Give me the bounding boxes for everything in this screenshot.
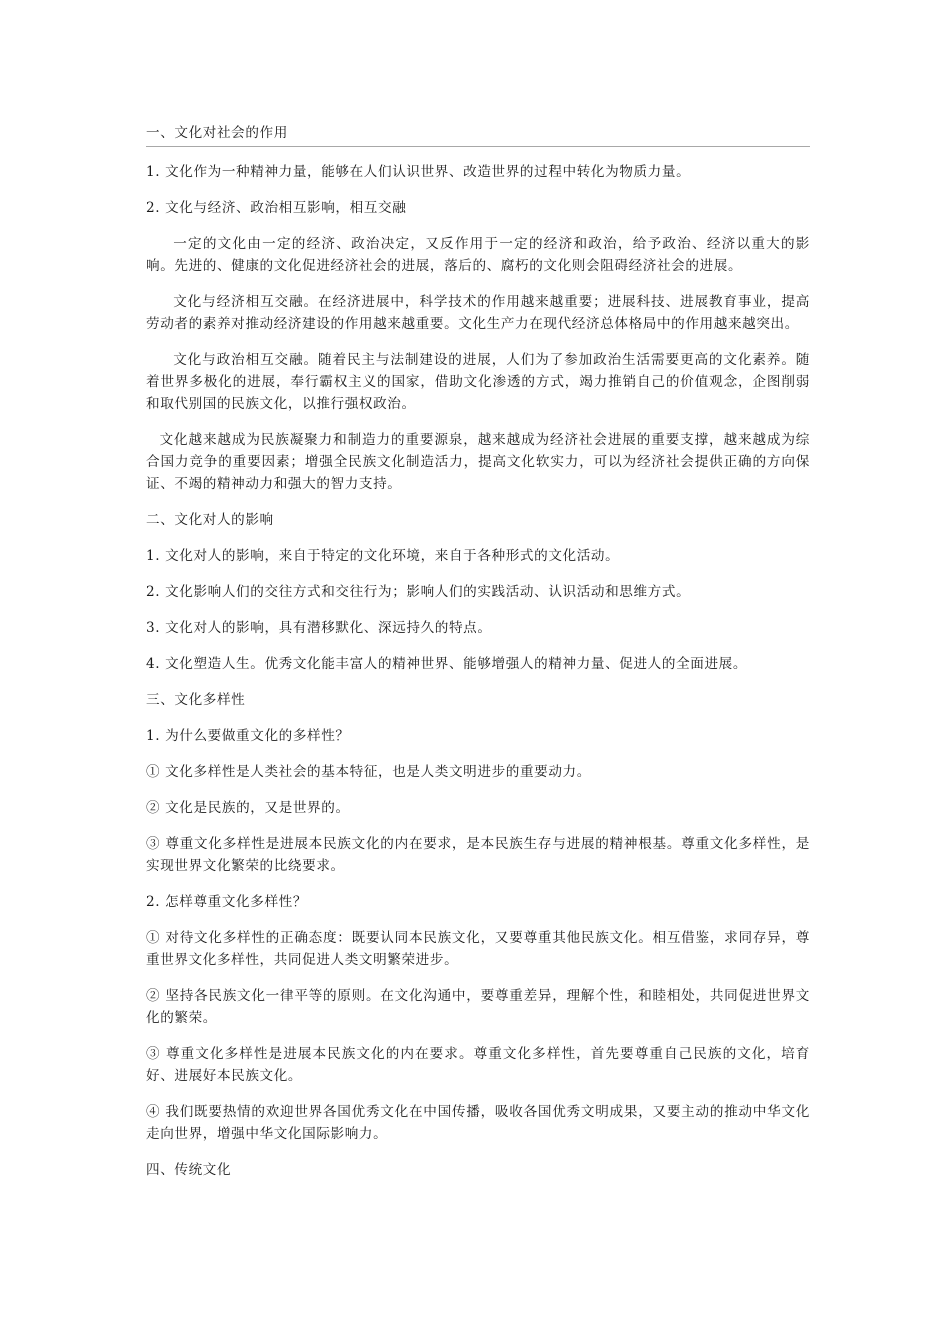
list-item: ④ 我们既要热情的欢迎世界各国优秀文化在中国传播，吸收各国优秀文明成果，又要主动的推动中华文化走向世界，增强中华文化国际影响力。	[146, 1104, 810, 1142]
question: 1. 为什么要做重文化的多样性？	[146, 728, 350, 744]
section-2-heading: 二、文化对人的影响	[146, 512, 274, 528]
heading-rule	[146, 146, 810, 147]
paragraph: 一定的文化由一定的经济、政治决定，又反作用于一定的经济和政治，给予政治、经济以重大的影响。先进的、健康的文化促进经济社会的进展，落后的、腐朽的文化则会阻碍经济社会的进展。	[146, 236, 810, 274]
paragraph: 文化越来越成为民族凝聚力和制造力的重要源泉，越来越成为经济社会进展的重要支撑，越来越成为综合国力竞争的重要因素；增强全民族文化制造活力，提高文化软实力，可以为经济社会提供正确的方向保证、不竭的精神动力和强大的智力支持。	[146, 432, 810, 492]
paragraph: 1. 文化对人的影响，来自于特定的文化环境，来自于各种形式的文化活动。	[146, 548, 620, 564]
document-page	[146, 122, 810, 1181]
list-item: ② 坚持各民族文化一律平等的原则。在文化沟通中，要尊重差异，理解个性，和睦相处，共同促进世界文化的繁荣。	[146, 988, 810, 1026]
section-3-heading: 三、文化多样性	[146, 692, 246, 708]
paragraph: 2. 文化与经济、政治相互影响，相互交融	[146, 200, 407, 216]
list-item: ③ 尊重文化多样性是进展本民族文化的内在要求。尊重文化多样性，首先要尊重自己民族的文化，培育好、进展好本民族文化。	[146, 1046, 810, 1084]
paragraph: 2. 文化影响人们的交往方式和交往行为；影响人们的实践活动、认识活动和思维方式。	[146, 584, 691, 600]
paragraph: 文化与政治相互交融。随着民主与法制建设的进展，人们为了参加政治生活需要更高的文化素养。随着世界多极化的进展，奉行霸权主义的国家，借助文化渗透的方式，竭力推销自己的价值观念，企图削弱和取代别国的民族文化，以推行强权政治。	[146, 352, 810, 412]
section-4-heading: 四、传统文化	[146, 1162, 232, 1178]
list-item: ① 文化多样性是人类社会的基本特征，也是人类文明进步的重要动力。	[146, 764, 591, 780]
list-item: ② 文化是民族的，又是世界的。	[146, 800, 350, 816]
paragraph: 4. 文化塑造人生。优秀文化能丰富人的精神世界、能够增强人的精神力量、促进人的全面进展。	[146, 656, 748, 672]
paragraph: 1. 文化作为一种精神力量，能够在人们认识世界、改造世界的过程中转化为物质力量。	[146, 164, 691, 180]
paragraph: 3. 文化对人的影响，具有潜移默化、深远持久的特点。	[146, 620, 492, 636]
question: 2. 怎样尊重文化多样性？	[146, 894, 308, 910]
list-item: ③ 尊重文化多样性是进展本民族文化的内在要求，是本民族生存与进展的精神根基。尊重文化多样性，是实现世界文化繁荣的比绕要求。	[146, 836, 810, 874]
paragraph: 文化与经济相互交融。在经济进展中，科学技术的作用越来越重要；进展科技、进展教育事业，提高劳动者的素养对推动经济建设的作用越来越重要。文化生产力在现代经济总体格局中的作用越来越突出。	[146, 294, 810, 332]
list-item: ① 对待文化多样性的正确态度：既要认同本民族文化，又要尊重其他民族文化。相互借鉴，求同存异，尊重世界文化多样性，共同促进人类文明繁荣进步。	[146, 930, 810, 968]
section-1-heading: 一、文化对社会的作用	[146, 125, 288, 141]
